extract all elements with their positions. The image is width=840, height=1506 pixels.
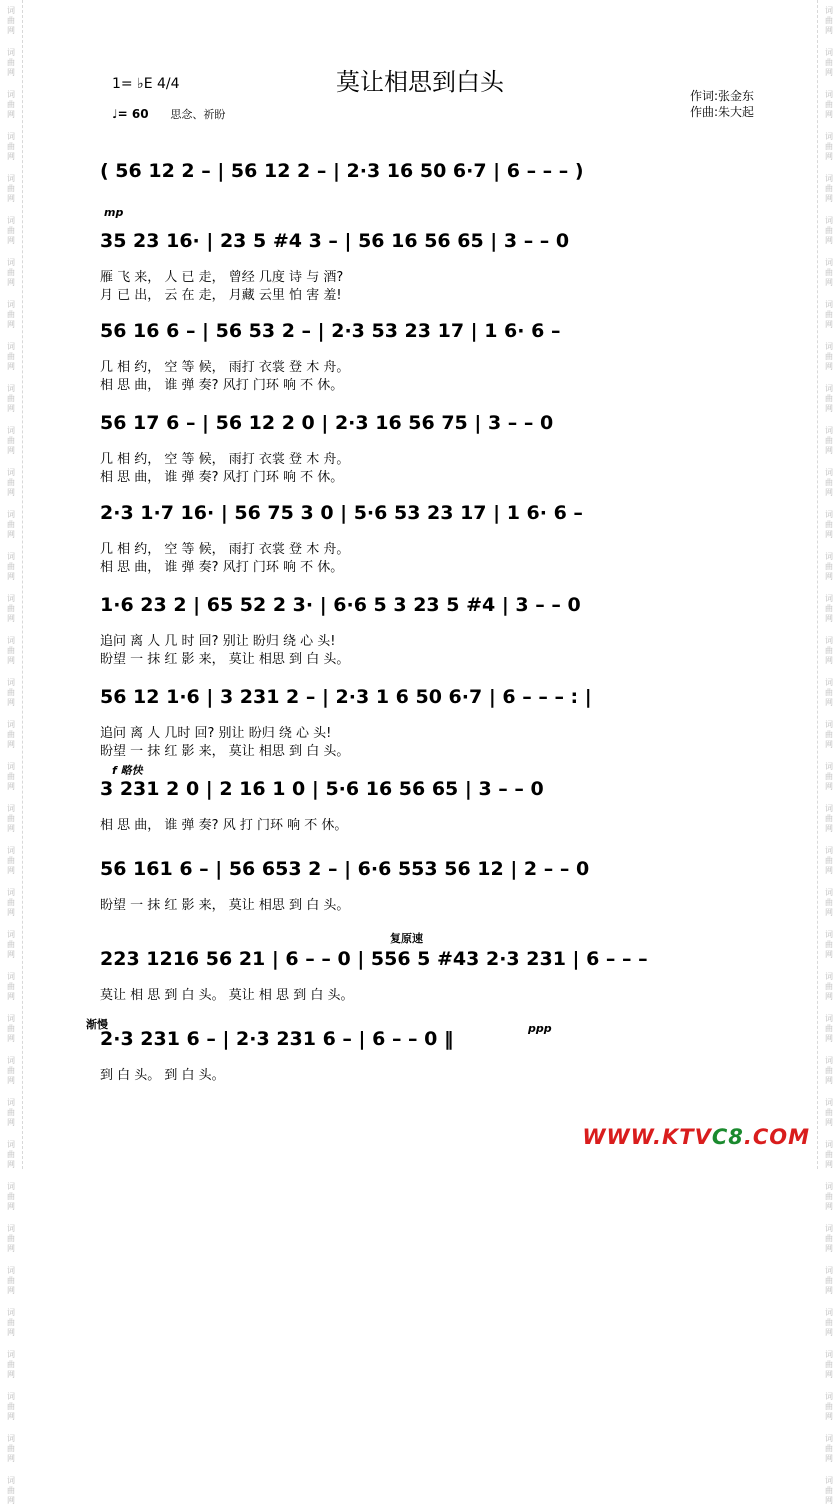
side-watermark-text: 词 曲 网 xyxy=(7,510,15,539)
side-watermark-text: 词 曲 网 xyxy=(825,216,833,245)
lyric-line: 相 思 曲， 谁 弹 奏? 风 打 门环 响 不 休。 xyxy=(100,818,348,833)
notation-line: 56 12 1·6 | 3 231 2 – | 2·3 1 6 50 6·7 | 6 – – – : | xyxy=(100,686,592,708)
side-watermark-text: 词 曲 网 xyxy=(825,426,833,455)
notation-line: 223 1216 56 21 | 6 – – 0 | 556 5 #43 2·3 231 | 6 – – – xyxy=(100,948,648,970)
lyric-line: 追问 离 人 几 时 回? 别让 盼归 绕 心 头! xyxy=(100,634,336,649)
side-watermark-text: 词 曲 网 xyxy=(7,216,15,245)
left-watermark-strip xyxy=(0,0,23,1505)
side-watermark-text: 词 曲 网 xyxy=(7,636,15,665)
dynamic-ppp: ppp xyxy=(528,1022,552,1035)
tempo-mark: ♩= 60 xyxy=(112,107,149,121)
side-watermark-text: 词 曲 网 xyxy=(7,1140,15,1169)
side-watermark-text: 词 曲 网 xyxy=(7,1266,15,1295)
side-watermark-text: 词 曲 网 xyxy=(7,90,15,119)
site-watermark xyxy=(582,1125,810,1149)
side-watermark-text: 词 曲 网 xyxy=(7,1476,15,1505)
song-title: 莫让相思到白头 xyxy=(336,68,504,96)
key-text: 1= ♭E 4/4 xyxy=(112,76,180,92)
lyric-line: 雁 飞 来， 人 已 走， 曾经 几度 诗 与 酒? xyxy=(100,270,344,285)
side-watermark-text: 词 曲 网 xyxy=(7,342,15,371)
side-watermark-text: 词 曲 网 xyxy=(7,594,15,623)
side-watermark-text: 词 曲 网 xyxy=(825,174,833,203)
side-watermark-text: 词 曲 网 xyxy=(7,972,15,1001)
side-watermark-text: 词 曲 网 xyxy=(7,1182,15,1211)
side-watermark-text: 词 曲 网 xyxy=(7,1224,15,1253)
notation-line: 56 17 6 – | 56 12 2 0 | 2·3 16 56 75 | 3 – – 0 xyxy=(100,412,554,434)
side-watermark-text: 词 曲 网 xyxy=(7,258,15,287)
side-watermark-text: 词 曲 网 xyxy=(825,804,833,833)
side-watermark-text: 词 曲 网 xyxy=(825,1140,833,1169)
lyric-line: 几 相 约， 空 等 候， 雨打 衣裳 登 木 舟。 xyxy=(100,360,350,375)
lyric-line: 追问 离 人 几时 回? 别让 盼归 绕 心 头! xyxy=(100,726,332,741)
side-watermark-text: 词 曲 网 xyxy=(825,1056,833,1085)
side-watermark-text: 词 曲 网 xyxy=(825,384,833,413)
dynamic-f: f 略快 xyxy=(112,764,143,777)
side-watermark-text: 词 曲 网 xyxy=(825,1224,833,1253)
side-watermark-text: 词 曲 网 xyxy=(825,1098,833,1127)
lyric-line: 盼望 一 抹 红 影 来， 莫让 相思 到 白 头。 xyxy=(100,898,350,913)
lyric-line: 盼望 一 抹 红 影 来， 莫让 相思 到 白 头。 xyxy=(100,652,350,667)
side-watermark-text: 词 曲 网 xyxy=(825,888,833,917)
side-watermark-text: 词 曲 网 xyxy=(825,1434,833,1463)
side-watermark-text: 词 曲 网 xyxy=(7,48,15,77)
side-watermark-text: 词 曲 网 xyxy=(825,300,833,329)
side-watermark-text: 词 曲 网 xyxy=(825,846,833,875)
side-watermark-text: 词 曲 网 xyxy=(7,132,15,161)
side-watermark-text: 词 曲 网 xyxy=(7,888,15,917)
key-signature xyxy=(112,76,225,122)
dynamic-mp: mp xyxy=(104,206,124,219)
side-watermark-text: 词 曲 网 xyxy=(7,1392,15,1421)
watermark-part2: C8 xyxy=(711,1125,744,1149)
side-watermark-text: 词 曲 网 xyxy=(825,1476,833,1505)
side-watermark-text: 词 曲 网 xyxy=(7,804,15,833)
side-watermark-text: 词 曲 网 xyxy=(7,300,15,329)
side-watermark-text: 词 曲 网 xyxy=(7,1308,15,1337)
side-watermark-text: 词 曲 网 xyxy=(7,1014,15,1043)
side-watermark-text: 词 曲 网 xyxy=(7,6,15,35)
side-watermark-text: 词 曲 网 xyxy=(825,1014,833,1043)
notation-line: 2·3 1·7 16· | 56 75 3 0 | 5·6 53 23 17 | 1 6· 6 – xyxy=(100,502,583,524)
notation-line: 3 231 2 0 | 2 16 1 0 | 5·6 16 56 65 | 3 – – 0 xyxy=(100,778,544,800)
side-watermark-text: 词 曲 网 xyxy=(7,468,15,497)
notation-line: 56 161 6 – | 56 653 2 – | 6·6 553 56 12 | 2 – – 0 xyxy=(100,858,590,880)
lyric-line: 盼望 一 抹 红 影 来， 莫让 相思 到 白 头。 xyxy=(100,744,350,759)
lyricist: 作词:张金东 xyxy=(690,89,755,103)
side-watermark-text: 词 曲 网 xyxy=(825,6,833,35)
watermark-part1: WWW.KTV xyxy=(582,1125,712,1149)
side-watermark-text: 词 曲 网 xyxy=(825,132,833,161)
notation-line: 2·3 231 6 – | 2·3 231 6 – | 6 – – 0 ‖ xyxy=(100,1028,454,1050)
side-watermark-text: 词 曲 网 xyxy=(825,636,833,665)
side-watermark-text: 词 曲 网 xyxy=(7,678,15,707)
composer: 作曲:朱大起 xyxy=(690,105,755,119)
side-watermark-text: 词 曲 网 xyxy=(825,552,833,581)
side-watermark-text: 词 曲 网 xyxy=(825,930,833,959)
lyric-line: 莫让 相 思 到 白 头。 莫让 相 思 到 白 头。 xyxy=(100,988,354,1003)
side-watermark-text: 词 曲 网 xyxy=(825,48,833,77)
side-watermark-text: 词 曲 网 xyxy=(7,930,15,959)
lyric-line: 几 相 约， 空 等 候， 雨打 衣裳 登 木 舟。 xyxy=(100,542,350,557)
side-watermark-text: 词 曲 网 xyxy=(825,594,833,623)
side-watermark-text: 词 曲 网 xyxy=(825,258,833,287)
side-watermark-text: 词 曲 网 xyxy=(825,762,833,791)
side-watermark-text: 词 曲 网 xyxy=(7,552,15,581)
lyric-line: 几 相 约， 空 等 候， 雨打 衣裳 登 木 舟。 xyxy=(100,452,350,467)
tempo-restore: 复原速 xyxy=(390,932,423,945)
lyric-line: 到 白 头。 到 白 头。 xyxy=(100,1068,225,1083)
side-watermark-text: 词 曲 网 xyxy=(825,510,833,539)
side-watermark-text: 词 曲 网 xyxy=(825,1266,833,1295)
side-watermark-text: 词 曲 网 xyxy=(7,1434,15,1463)
watermark-part3: .COM xyxy=(743,1125,810,1149)
credits xyxy=(690,88,754,120)
side-watermark-text: 词 曲 网 xyxy=(825,1350,833,1379)
lyric-line: 相 思 曲， 谁 弹 奏? 风打 门环 响 不 休。 xyxy=(100,378,344,393)
notation-line: 1·6 23 2 | 65 52 2 3· | 6·6 5 3 23 5 #4 | 3 – – 0 xyxy=(100,594,581,616)
side-watermark-text: 词 曲 网 xyxy=(7,1056,15,1085)
side-watermark-text: 词 曲 网 xyxy=(825,1308,833,1337)
side-watermark-text: 词 曲 网 xyxy=(7,174,15,203)
side-watermark-text: 词 曲 网 xyxy=(825,972,833,1001)
side-watermark-text: 词 曲 网 xyxy=(7,846,15,875)
side-watermark-text: 词 曲 网 xyxy=(825,90,833,119)
side-watermark-text: 词 曲 网 xyxy=(825,342,833,371)
side-watermark-text: 词 曲 网 xyxy=(7,762,15,791)
right-watermark-strip xyxy=(817,0,840,1505)
side-watermark-text: 词 曲 网 xyxy=(7,426,15,455)
lyric-line: 相 思 曲， 谁 弹 奏? 风打 门环 响 不 休。 xyxy=(100,560,344,575)
notation-line: 35 23 16· | 23 5 #4 3 – | 56 16 56 65 | 3 – – 0 xyxy=(100,230,570,252)
tempo-slow: 渐慢 xyxy=(86,1018,108,1031)
side-watermark-text: 词 曲 网 xyxy=(7,384,15,413)
mood-text: 思念、祈盼 xyxy=(170,108,226,121)
side-watermark-text: 词 曲 网 xyxy=(825,1182,833,1211)
side-watermark-text: 词 曲 网 xyxy=(7,1098,15,1127)
lyric-line: 月 已 出， 云 在 走， 月藏 云里 怕 害 羞! xyxy=(100,288,342,303)
side-watermark-text: 词 曲 网 xyxy=(825,468,833,497)
side-watermark-text: 词 曲 网 xyxy=(825,678,833,707)
notation-line: ( 56 12 2 – | 56 12 2 – | 2·3 16 50 6·7 | 6 – – – ) xyxy=(100,160,584,182)
notation-line: 56 16 6 – | 56 53 2 – | 2·3 53 23 17 | 1 6· 6 – xyxy=(100,320,561,342)
side-watermark-text: 词 曲 网 xyxy=(7,720,15,749)
side-watermark-text: 词 曲 网 xyxy=(7,1350,15,1379)
side-watermark-text: 词 曲 网 xyxy=(825,1392,833,1421)
lyric-line: 相 思 曲， 谁 弹 奏? 风打 门环 响 不 休。 xyxy=(100,470,344,485)
side-watermark-text: 词 曲 网 xyxy=(825,720,833,749)
